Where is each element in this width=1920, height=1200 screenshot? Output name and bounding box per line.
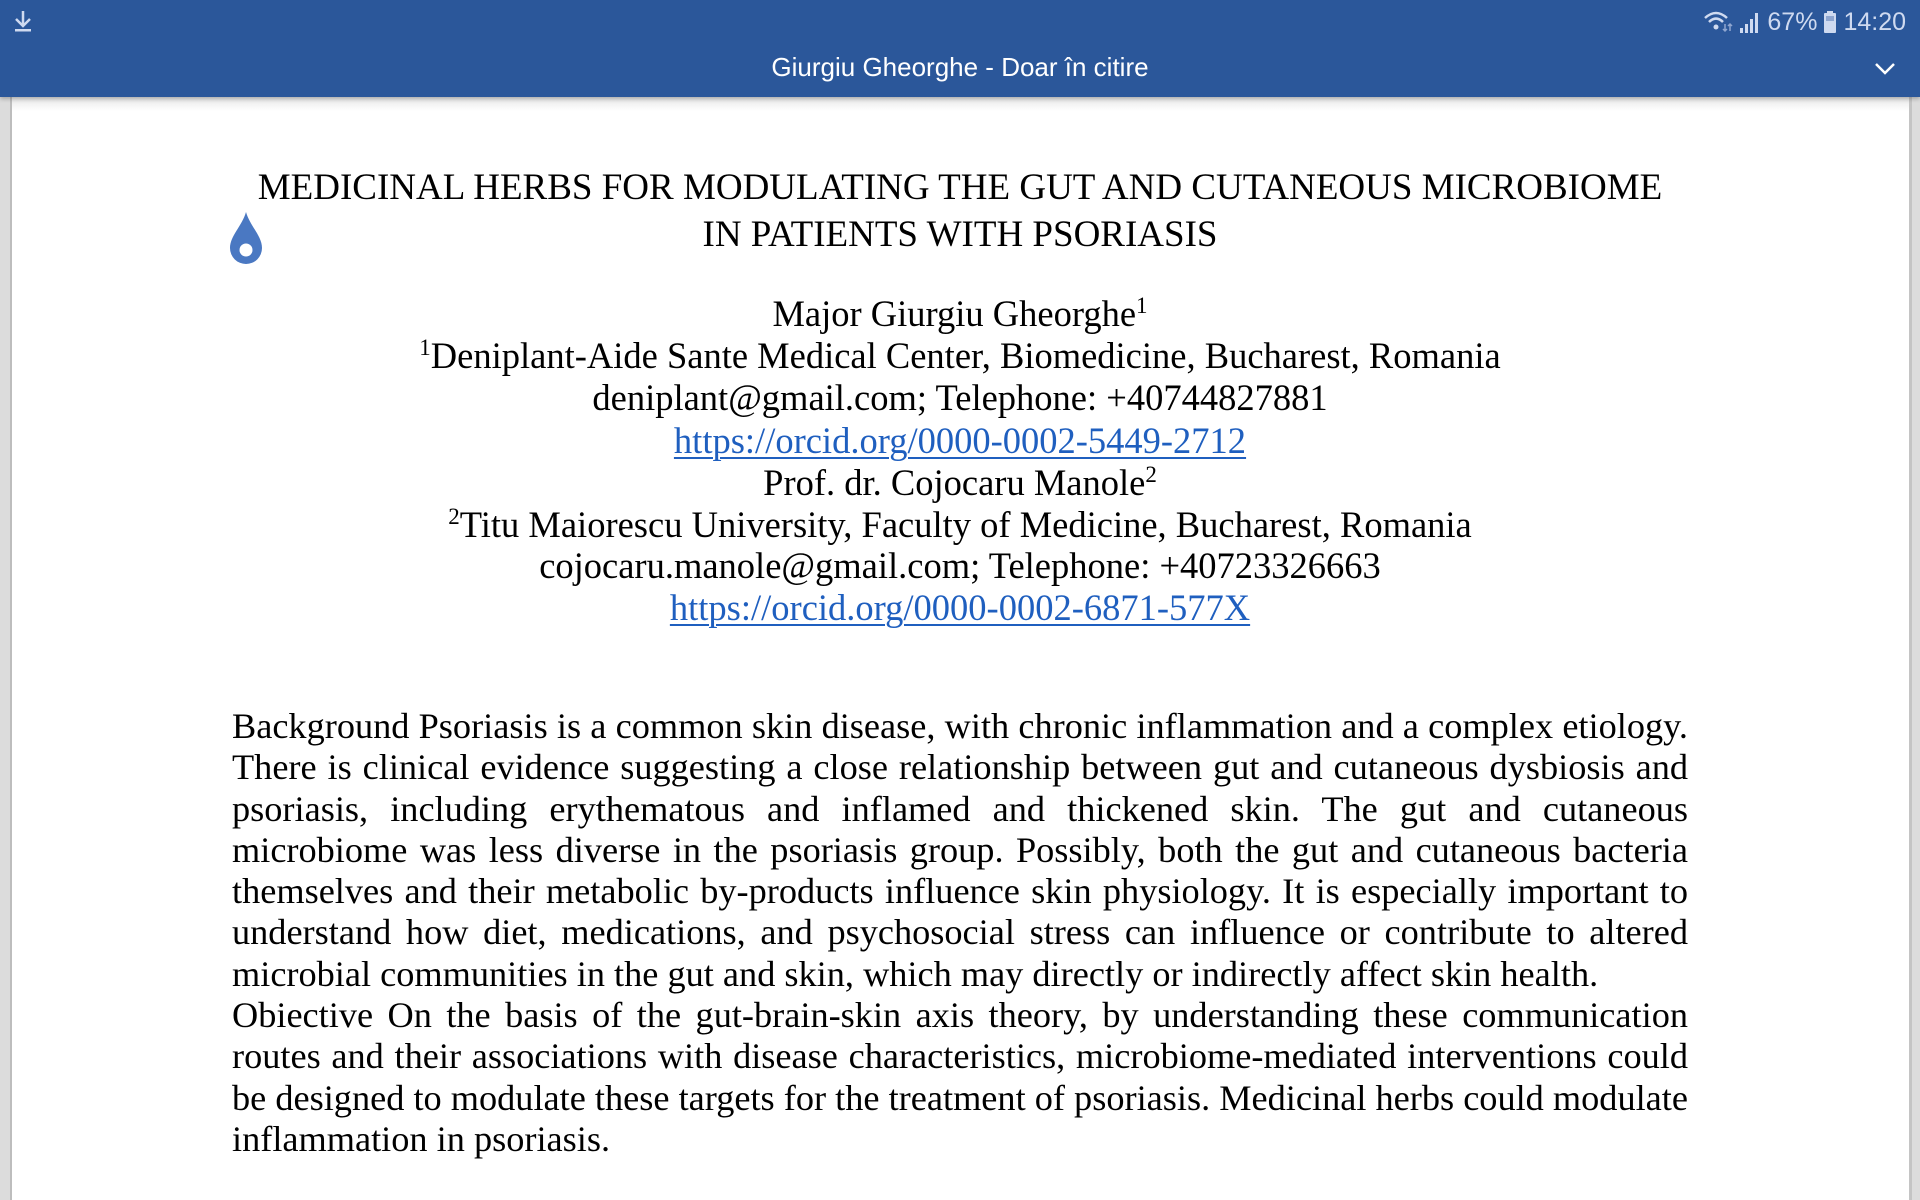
status-bar [1703,7,1906,37]
author-2-name: Prof. dr. Cojocaru Manole$^2$ [763,462,1157,503]
document-title: Giurgiu Gheorghe - Doar în citire [771,52,1149,82]
affiliation-1-sup: 1 [419,335,431,360]
author-2-affiliation: $^2$Titu Maiorescu University, Faculty of Medicine, Bucharest, Romania [448,504,1472,545]
affiliation-2-sup: 2 [448,504,460,529]
wifi-icon [1703,10,1733,34]
signal-icon [1739,10,1761,34]
author-1-sup: 1 [1136,293,1148,318]
author-1-orcid-row [0,419,1920,462]
author-1-affiliation: $^1$Deniplant-Aide Sante Medical Center, Biomedicine, Bucharest, Romania [419,335,1501,376]
paper-title-line-1: MEDICINAL HERBS FOR MODULATING THE GUT AND CUTANEOUS MICROBIOME [257,167,1663,208]
clock: 14:20 [1843,7,1906,36]
author-2-sup: 2 [1145,462,1157,487]
battery-icon [1823,10,1837,34]
paper-title-line-2: IN PATIENTS WITH PSORIASIS [702,214,1218,255]
left-margin [0,97,12,1200]
author-1-contact: deniplant@gmail.com; Telephone: +40744827881 [592,377,1328,418]
scrollbar[interactable] [1909,97,1920,1200]
app-header [0,0,1920,97]
paragraph-background: Background Psoriasis is a common skin disease, with chronic inflammation and a complex etiology. There is clinical evidence suggesting a close relationship between gut and cutaneous dysbiosis and psoriasis, including erythematous and inflamed and thickened skin. The gut and cutaneous microbiome was less diverse in the psoriasis group. Possibly, both the gut and cutaneous bacteria themselves and their metabolic by-products influence skin physiology. It is especially important to understand how diet, medications, and psychosocial stress can influence or contribute to altered microbial communities in the gut and skin, which may directly or indirectly affect skin health. [232,706,1688,994]
author-2-orcid-link[interactable]: https://orcid.org/0000-0002-6871-577X [669,587,1251,628]
author-2-orcid-row [0,586,1920,629]
author-2-contact: cojocaru.manole@gmail.com; Telephone: +40723326663 [539,545,1381,586]
download-icon [12,9,34,33]
abstract-body [232,706,1688,1160]
text-cursor-handle-icon[interactable] [228,210,264,266]
paragraph-objective: Obiective On the basis of the gut-brain-skin axis theory, by understanding these communication routes and their associations with disease characteristics, microbiome-mediated interventions could be designed to modulate these targets for the treatment of psoriasis. Medicinal herbs could modulate inflammation in psoriasis. [232,995,1688,1159]
author-1-name: Major Giurgiu Gheorghe$^1$ [772,293,1148,334]
battery-percent: 67% [1767,7,1818,36]
chevron-down-icon[interactable] [1874,62,1896,76]
page-top-shadow [12,97,1909,111]
author-1-orcid-link[interactable]: https://orcid.org/0000-0002-5449-2712 [673,420,1247,461]
